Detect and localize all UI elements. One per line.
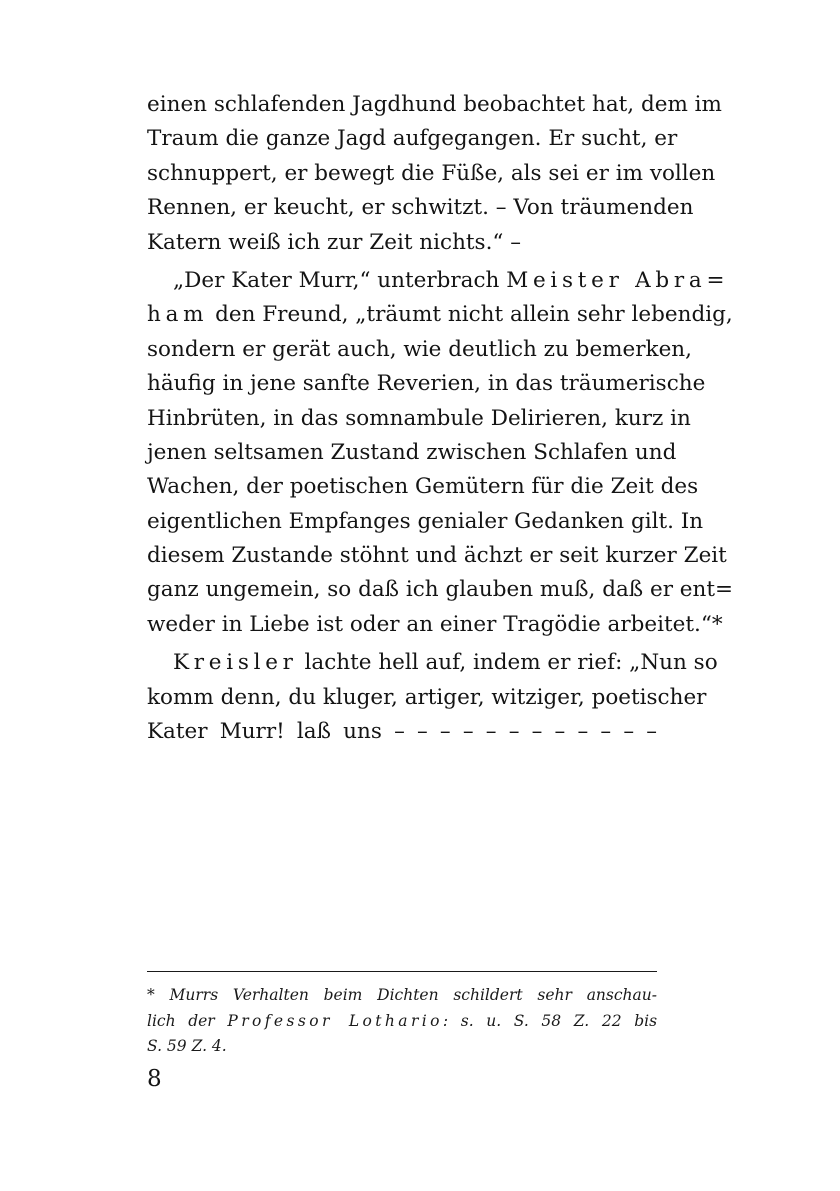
page-number: 8 bbox=[147, 1066, 162, 1092]
text-line: ganz ungemein, so daß ich glauben muß, daß er ent= bbox=[147, 577, 734, 603]
footnote-divider bbox=[147, 971, 657, 972]
text-line: komm denn, du kluger, artiger, witziger, poetischer bbox=[147, 684, 707, 710]
text-segment: : s. u. S. 58 Z. 22 bis bbox=[442, 1011, 658, 1030]
text-line bbox=[147, 298, 733, 332]
text-line: Traum die ganze Jagd aufgegangen. Er sucht, er bbox=[147, 126, 678, 152]
text-line: jenen seltsamen Zustand zwischen Schlafen und bbox=[147, 439, 677, 465]
text-line bbox=[147, 264, 725, 298]
text-segment: lich der bbox=[147, 1011, 228, 1030]
hyphen: = bbox=[706, 267, 725, 293]
text-line: Hinbrüten, in das somnambule Delirieren, kurz in bbox=[147, 405, 691, 431]
text-line: diesem Zustande stöhnt und ächzt er seit kurzer Zeit bbox=[147, 543, 727, 569]
text-line: schnuppert, er bewegt die Füße, als sei er im vollen bbox=[147, 160, 716, 186]
footnote bbox=[147, 983, 657, 1060]
text-line: Kater Murr! laß uns – – – – – – – – – – – – bbox=[147, 719, 657, 745]
footnote-line: S. 59 Z. 4. bbox=[147, 1037, 227, 1055]
text-segment: lachte hell auf, indem er rief: „Nun so bbox=[297, 650, 718, 676]
text-line: häufig in jene sanfte Reverien, in das träumerische bbox=[147, 371, 706, 397]
text-line bbox=[147, 646, 718, 680]
spaced-name: ham bbox=[147, 302, 209, 328]
text-segment: den Freund, „träumt nicht allein sehr lebendig, bbox=[208, 302, 733, 328]
text-line: einen schlafenden Jagdhund beobachtet hat, dem im bbox=[147, 92, 722, 117]
text-line: Rennen, er keucht, er schwitzt. – Von träumenden bbox=[147, 195, 694, 221]
text-segment: „Der Kater Murr,“ unterbrach bbox=[173, 267, 507, 293]
text-line: Wachen, der poetischen Gemütern für die Zeit des bbox=[147, 474, 699, 500]
text-line: weder in Liebe ist oder an einer Tragödie arbeitet.“* bbox=[147, 611, 723, 637]
text-line: Katern weiß ich zur Zeit nichts.“ – bbox=[147, 229, 521, 255]
spaced-name: Professor Lothario bbox=[227, 1011, 443, 1030]
spaced-name: Kreisler bbox=[173, 650, 298, 676]
body-text bbox=[147, 88, 734, 749]
text-line: eigentlichen Empfanges genialer Gedanken gilt. In bbox=[147, 508, 704, 534]
text-line: sondern er gerät auch, wie deutlich zu bemerken, bbox=[147, 336, 692, 362]
spaced-name: Meister Abra bbox=[506, 267, 707, 293]
footnote-line: * Murrs Verhalten beim Dichten schildert sehr anschau- bbox=[147, 986, 657, 1004]
footnote-line bbox=[147, 1009, 657, 1035]
